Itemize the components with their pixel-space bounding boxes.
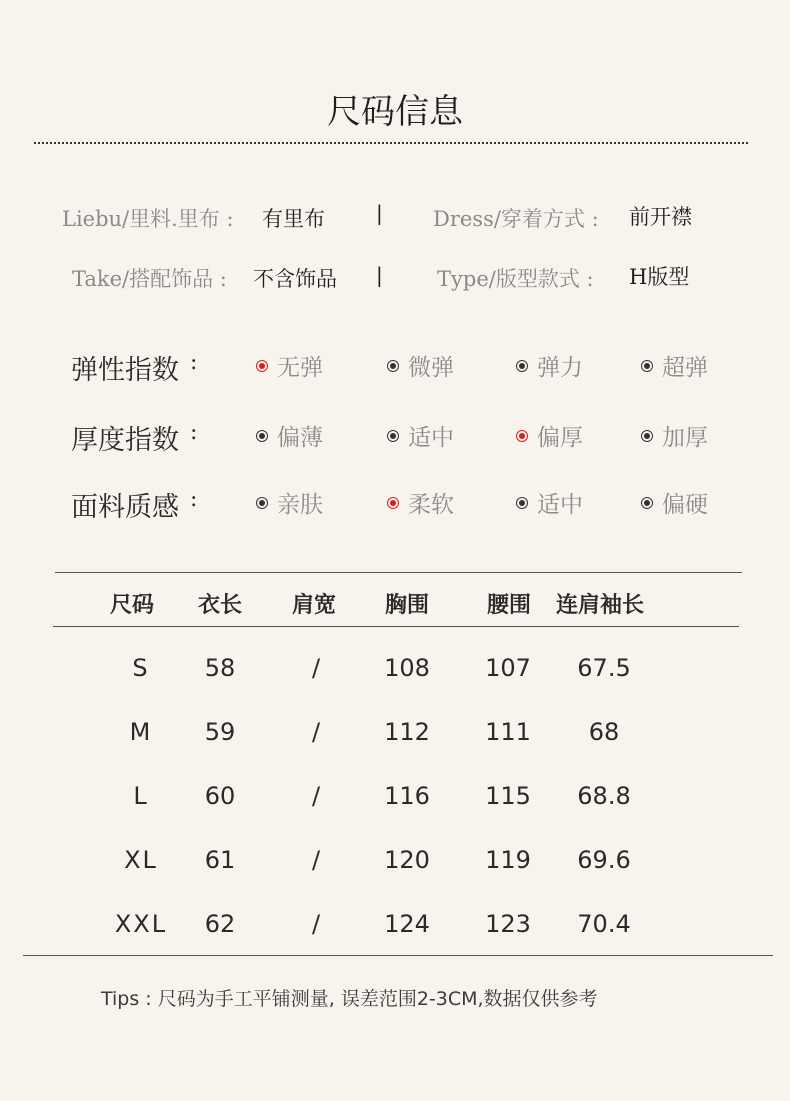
cell-size: S [132,654,150,682]
cell-shoulder: / [311,718,321,746]
cell-sleeve: 69.6 [577,846,631,874]
dashed-divider [34,142,748,144]
cell-shoulder: / [311,654,321,682]
cell-length: 59 [204,718,236,746]
option-label: 适中 [408,425,454,451]
texture-label: 面料质感 [71,492,179,523]
elasticity-option[interactable] [641,349,708,382]
radio-dot-icon [259,500,265,506]
texture-colon: : [190,487,198,512]
radio-dot-icon [519,500,525,506]
radio-icon [387,360,399,372]
cell-waist: 107 [485,654,531,682]
cell-sleeve: 67.5 [577,654,631,682]
attr-separator: | [376,201,383,225]
cell-length: 58 [204,654,236,682]
cell-size: XXL [114,910,168,938]
radio-dot-icon [644,363,650,369]
radio-icon [256,430,268,442]
cell-size: L [133,782,149,810]
thickness-label: 厚度指数 [71,425,179,456]
cell-chest: 108 [384,654,430,682]
option-label: 微弹 [408,355,454,381]
cell-length: 62 [204,910,236,938]
header-waist: 腰围 [487,592,532,618]
take-label: Take/搭配饰品 : [72,267,227,291]
cell-chest: 116 [384,782,430,810]
cell-shoulder: / [311,910,321,938]
radio-dot-icon [390,433,396,439]
cell-length: 61 [204,846,236,874]
option-label: 加厚 [662,425,708,451]
liebu-value: 有里布 [262,207,325,231]
radio-icon [516,497,528,509]
option-label: 柔软 [408,492,454,518]
radio-dot-icon [259,363,265,369]
radio-dot-icon [644,500,650,506]
elasticity-label: 弹性指数 [71,355,179,386]
radio-icon [256,497,268,509]
radio-icon [641,360,653,372]
texture-option[interactable] [387,486,454,519]
cell-size: XL [124,846,158,874]
table-header-rule [53,626,739,627]
radio-dot-icon [390,500,396,506]
radio-icon [387,430,399,442]
radio-icon [516,430,528,442]
option-label: 适中 [537,492,583,518]
elasticity-option[interactable] [516,349,583,382]
table-top-rule [55,572,742,573]
attr-separator: | [376,263,383,287]
radio-dot-icon [519,363,525,369]
texture-option[interactable] [516,486,583,519]
option-label: 偏薄 [277,425,323,451]
radio-icon [516,360,528,372]
texture-option[interactable] [256,486,323,519]
cell-shoulder: / [311,782,321,810]
type-value: H版型 [629,265,690,289]
radio-icon [641,430,653,442]
radio-icon [641,497,653,509]
cell-waist: 115 [485,782,531,810]
thickness-option[interactable] [387,419,454,452]
radio-dot-icon [259,433,265,439]
option-label: 超弹 [662,355,708,381]
cell-waist: 111 [485,718,531,746]
header-length: 衣长 [198,592,243,618]
cell-length: 60 [204,782,236,810]
elasticity-option[interactable] [387,349,454,382]
type-label: Type/版型款式 : [437,267,594,291]
radio-dot-icon [519,433,525,439]
take-value: 不含饰品 [253,267,337,291]
cell-chest: 120 [384,846,430,874]
cell-waist: 123 [485,910,531,938]
thickness-colon: : [190,420,198,445]
cell-sleeve: 68.8 [577,782,631,810]
radio-icon [256,360,268,372]
option-label: 无弹 [277,355,323,381]
cell-sleeve: 70.4 [577,910,631,938]
elasticity-option[interactable] [256,349,323,382]
thickness-option[interactable] [516,419,583,452]
cell-sleeve: 68 [588,718,620,746]
liebu-label: Liebu/里料.里布 : [62,207,234,231]
texture-option[interactable] [641,486,708,519]
tips-text: Tips : 尺码为手工平铺测量, 误差范围2-3CM,数据仅供参考 [101,988,598,1010]
option-label: 偏厚 [537,425,583,451]
header-size: 尺码 [110,592,155,618]
option-label: 偏硬 [662,492,708,518]
radio-dot-icon [390,363,396,369]
dress-value: 前开襟 [629,205,692,229]
dress-label: Dress/穿着方式 : [433,207,599,231]
thickness-option[interactable] [256,419,323,452]
page-title: 尺码信息 [327,92,463,132]
radio-dot-icon [644,433,650,439]
cell-waist: 119 [485,846,531,874]
cell-chest: 112 [384,718,430,746]
cell-shoulder: / [311,846,321,874]
radio-icon [387,497,399,509]
option-label: 弹力 [537,355,583,381]
cell-chest: 124 [384,910,430,938]
header-chest: 胸围 [385,592,430,618]
table-bottom-rule [23,955,773,956]
elasticity-colon: : [190,350,198,375]
option-label: 亲肤 [277,492,323,518]
header-sleeve: 连肩袖长 [556,592,645,618]
cell-size: M [129,718,153,746]
thickness-option[interactable] [641,419,708,452]
header-shoulder: 肩宽 [292,592,337,618]
